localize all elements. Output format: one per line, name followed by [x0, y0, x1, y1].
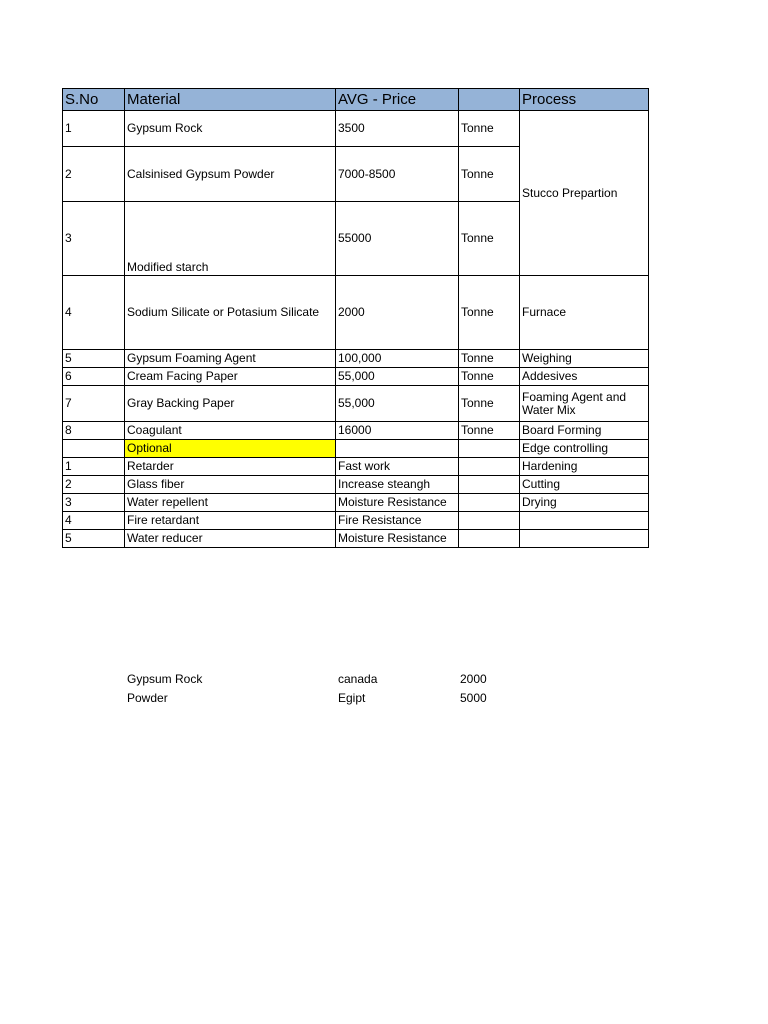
cell-sno[interactable]: 7: [63, 386, 125, 422]
cell-price[interactable]: Fire Resistance: [336, 512, 459, 530]
cell-process[interactable]: Cutting: [520, 476, 649, 494]
cell-process[interactable]: Weighing: [520, 350, 649, 368]
cell-unit[interactable]: [459, 512, 520, 530]
cell-unit[interactable]: Tonne: [459, 386, 520, 422]
table-row: [63, 494, 649, 512]
cell-process[interactable]: Edge controlling: [520, 440, 649, 458]
supplier-country[interactable]: Egipt: [338, 691, 366, 705]
cell-price[interactable]: Moisture Resistance: [336, 494, 459, 512]
cell-sno[interactable]: 6: [63, 368, 125, 386]
cell-process[interactable]: Furnace: [520, 276, 649, 350]
cell-material[interactable]: Gypsum Foaming Agent: [125, 350, 336, 368]
header-process[interactable]: Process: [520, 89, 649, 111]
cell-sno[interactable]: 2: [63, 476, 125, 494]
cell-price[interactable]: 55,000: [336, 368, 459, 386]
cell-sno[interactable]: 5: [63, 350, 125, 368]
cell-process[interactable]: Board Forming: [520, 422, 649, 440]
cell-material[interactable]: Retarder: [125, 458, 336, 476]
cell-material[interactable]: Water repellent: [125, 494, 336, 512]
cell-unit[interactable]: Tonne: [459, 276, 520, 350]
cell-process[interactable]: Foaming Agent and Water Mix: [520, 386, 649, 422]
cell-material[interactable]: Fire retardant: [125, 512, 336, 530]
cell-material[interactable]: Water reducer: [125, 530, 336, 548]
cell-unit[interactable]: Tonne: [459, 422, 520, 440]
cell-sno[interactable]: 3: [63, 202, 125, 276]
cell-material[interactable]: Calsinised Gypsum Powder: [125, 147, 336, 202]
cell-unit[interactable]: Tonne: [459, 147, 520, 202]
cell-material-optional[interactable]: Optional: [125, 440, 336, 458]
cell-unit[interactable]: [459, 530, 520, 548]
cell-price[interactable]: 16000: [336, 422, 459, 440]
cell-material[interactable]: Gray Backing Paper: [125, 386, 336, 422]
table-header-row: [63, 89, 649, 111]
cell-unit[interactable]: [459, 476, 520, 494]
cell-process[interactable]: Drying: [520, 494, 649, 512]
table-row: [63, 476, 649, 494]
cell-unit[interactable]: [459, 440, 520, 458]
cell-price[interactable]: Moisture Resistance: [336, 530, 459, 548]
header-material[interactable]: Material: [125, 89, 336, 111]
table-row: [63, 368, 649, 386]
cell-sno[interactable]: 5: [63, 530, 125, 548]
cell-material[interactable]: Cream Facing Paper: [125, 368, 336, 386]
cell-material[interactable]: Glass fiber: [125, 476, 336, 494]
cell-process[interactable]: Addesives: [520, 368, 649, 386]
cell-unit[interactable]: Tonne: [459, 368, 520, 386]
cell-unit[interactable]: Tonne: [459, 202, 520, 276]
supplier-value[interactable]: 5000: [460, 691, 487, 705]
cell-sno[interactable]: 2: [63, 147, 125, 202]
header-sno[interactable]: S.No: [63, 89, 125, 111]
cell-price[interactable]: 55,000: [336, 386, 459, 422]
cell-price[interactable]: [336, 440, 459, 458]
cell-price[interactable]: 3500: [336, 111, 459, 147]
table-row: [63, 458, 649, 476]
cell-material[interactable]: Coagulant: [125, 422, 336, 440]
cell-price[interactable]: 7000-8500: [336, 147, 459, 202]
cell-unit[interactable]: [459, 458, 520, 476]
table-row: [63, 111, 649, 147]
cell-sno[interactable]: 1: [63, 458, 125, 476]
header-unit[interactable]: [459, 89, 520, 111]
supplier-value[interactable]: 2000: [460, 672, 487, 686]
supplier-material[interactable]: Gypsum Rock: [127, 672, 203, 686]
table-row: [63, 530, 649, 548]
cell-price[interactable]: 2000: [336, 276, 459, 350]
cell-unit[interactable]: [459, 494, 520, 512]
cell-sno[interactable]: 1: [63, 111, 125, 147]
cell-material[interactable]: Sodium Silicate or Potasium Silicate: [125, 276, 336, 350]
cell-material[interactable]: Modified starch: [125, 202, 336, 276]
cell-process-merged[interactable]: Stucco Prepartion: [520, 111, 649, 276]
cell-sno[interactable]: 4: [63, 276, 125, 350]
table-row: [63, 386, 649, 422]
cell-sno[interactable]: [63, 440, 125, 458]
cell-price[interactable]: Fast work: [336, 458, 459, 476]
table-row: [63, 512, 649, 530]
table-row: [63, 422, 649, 440]
header-price[interactable]: AVG - Price: [336, 89, 459, 111]
cell-unit[interactable]: Tonne: [459, 111, 520, 147]
cell-process[interactable]: [520, 512, 649, 530]
table-row: [63, 276, 649, 350]
table-row: [63, 440, 649, 458]
materials-table: [62, 88, 649, 548]
cell-price[interactable]: 100,000: [336, 350, 459, 368]
cell-price[interactable]: Increase steangh: [336, 476, 459, 494]
cell-process[interactable]: [520, 530, 649, 548]
supplier-material[interactable]: Powder: [127, 691, 168, 705]
cell-sno[interactable]: 4: [63, 512, 125, 530]
cell-process[interactable]: Hardening: [520, 458, 649, 476]
cell-sno[interactable]: 3: [63, 494, 125, 512]
cell-material[interactable]: Gypsum Rock: [125, 111, 336, 147]
cell-price[interactable]: 55000: [336, 202, 459, 276]
cell-unit[interactable]: Tonne: [459, 350, 520, 368]
supplier-country[interactable]: canada: [338, 672, 378, 686]
cell-sno[interactable]: 8: [63, 422, 125, 440]
table-row: [63, 350, 649, 368]
